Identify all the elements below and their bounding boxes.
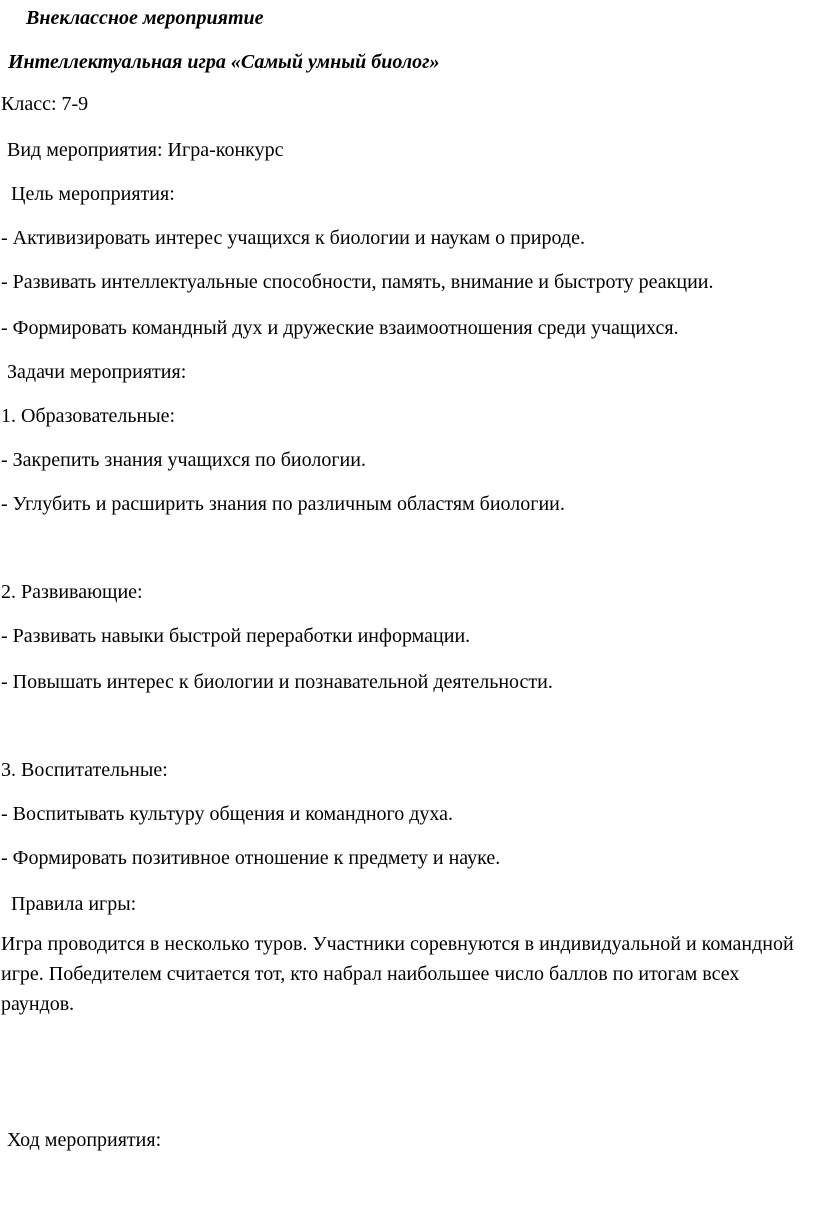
event-type-heading: Внеклассное мероприятие <box>26 7 264 29</box>
goal-item: - Активизировать интерес учащихся к биологии и наукам о природе. <box>1 227 585 249</box>
goals-heading: Цель мероприятия: <box>11 183 175 205</box>
rules-paragraph: Игра проводится в несколько туров. Участники соревнуются в индивидуальной и командной игре. Победителем считается тот, кто набрал наибольшее число баллов по итогам всех раундов. <box>1 933 794 1015</box>
event-kind-line: Вид мероприятия: Игра-конкурс <box>7 139 284 161</box>
task-item: - Углубить и расширить знания по различным областям биологии. <box>1 493 565 515</box>
grade-line: Класс: 7-9 <box>1 93 89 115</box>
rules-heading: Правила игры: <box>11 893 137 915</box>
task-group-heading: 1. Образовательные: <box>1 405 176 427</box>
task-item: - Повышать интерес к биологии и познавательной деятельности. <box>1 671 553 693</box>
task-item: - Формировать позитивное отношение к предмету и науке. <box>1 847 501 869</box>
document-title: Интеллектуальная игра «Самый умный биолог» <box>8 51 440 73</box>
task-group-heading: 2. Развивающие: <box>1 581 143 603</box>
tasks-heading: Задачи мероприятия: <box>7 361 187 383</box>
goal-item: - Формировать командный дух и дружеские взаимоотношения среди учащихся. <box>1 317 679 339</box>
goal-item: - Развивать интеллектуальные способности, память, внимание и быстроту реакции. <box>1 271 714 293</box>
task-group-heading: 3. Воспитательные: <box>1 759 168 781</box>
task-item: - Закрепить знания учащихся по биологии. <box>1 449 366 471</box>
task-item: - Развивать навыки быстрой переработки информации. <box>1 625 471 647</box>
task-item: - Воспитывать культуру общения и командного духа. <box>1 803 454 825</box>
procedure-heading: Ход мероприятия: <box>7 1129 162 1151</box>
